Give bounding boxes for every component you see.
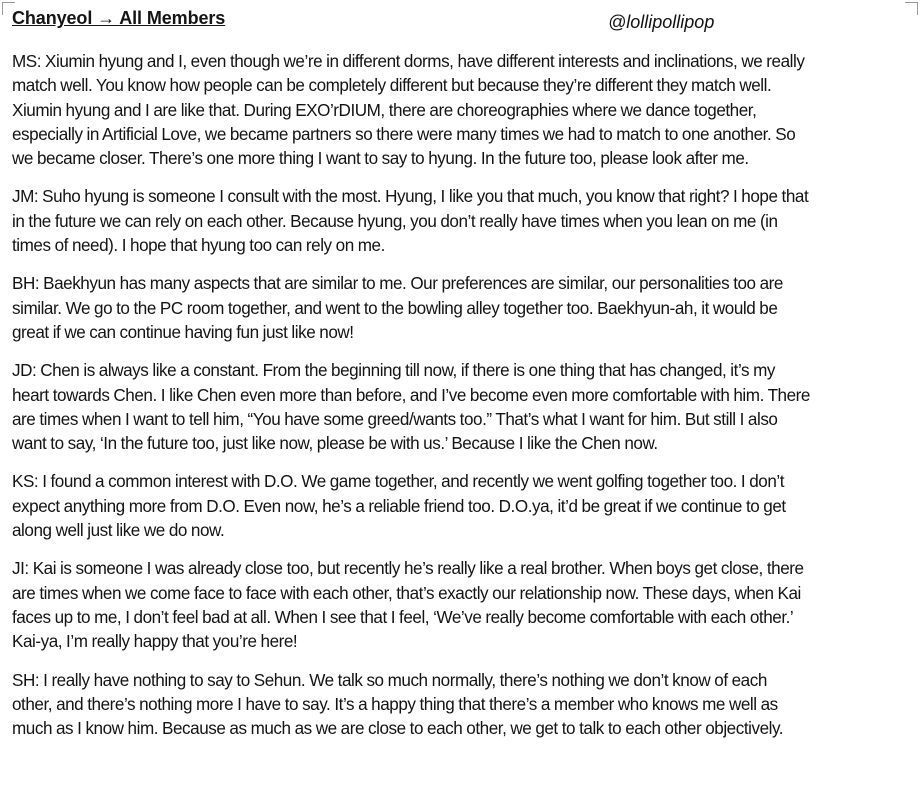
- paragraph: [12, 669, 912, 742]
- credit-handle: @lollipollipop: [608, 12, 715, 32]
- paragraph-line: JD: Chen is always like a constant. From the beginning till now, if there is one thing that has changed, it’s my: [12, 361, 775, 381]
- paragraph-line: other, and there’s nothing more I have to say. It’s a happy thing that there’s a member who knows me well as: [12, 694, 778, 714]
- paragraph-line: match well. You know how people can be completely different but because they’re different they match well.: [12, 76, 772, 96]
- paragraph-line: MS: Xiumin hyung and I, even though we’re in different dorms, have different interests and inclinations, we really: [12, 52, 805, 71]
- paragraph-line: in the future we can rely on each other. Because hyung, you don’t really have times when you lean on me (in: [12, 211, 778, 231]
- paragraph: [12, 50, 912, 171]
- paragraph-line: Xiumin hyung and I are like that. During EXO’rDIUM, there are choreographies where we dance together,: [12, 100, 757, 120]
- paragraph-line: want to say, ‘In the future too, just like now, please be with us.’ Because I like the Chen now.: [12, 434, 658, 454]
- paragraph-line: along well just like we do now.: [12, 521, 225, 541]
- document-body: [12, 50, 912, 755]
- paragraph-line: expect anything more from D.O. Even now, he’s a reliable friend too. D.O.ya, it’d be great if we continue to get: [12, 496, 786, 516]
- paragraph-line: much as I know him. Because as much as we are close to each other, we get to talk to each other objectively.: [12, 719, 784, 739]
- paragraph-line: heart towards Chen. I like Chen even more than before, and I’ve become even more comfortable with him. There: [12, 385, 810, 405]
- paragraph-line: similar. We go to the PC room together, and went to the bowling alley together too. Baekhyun-ah, it would be: [12, 298, 778, 318]
- paragraph-line: Kai-ya, I’m really happy that you’re here!: [12, 632, 298, 652]
- paragraph-line: BH: Baekhyun has many aspects that are similar to me. Our preferences are similar, our personalities too are: [12, 274, 783, 294]
- paragraph-line: KS: I found a common interest with D.O. We game together, and recently we went golfing together too. I don’t: [12, 472, 785, 492]
- paragraph-line: JM: Suho hyung is someone I consult with the most. Hyung, I like you that much, you know that right? I hope that: [12, 187, 809, 207]
- paragraph-line: SH: I really have nothing to say to Sehun. We talk so much normally, there’s nothing we don’t know of each: [12, 670, 767, 690]
- paragraph: [12, 272, 912, 345]
- paragraph-line: especially in Artificial Love, we became partners so there were many times we had to match to one another. So: [12, 124, 796, 144]
- paragraph: [12, 557, 912, 654]
- paragraph-line: great if we can continue having fun just like now!: [12, 322, 354, 342]
- paragraph-line: JI: Kai is someone I was already close too, but recently he’s really like a real brother. When boys get close, there: [12, 559, 804, 579]
- paragraph: [12, 359, 912, 456]
- paragraph-line: faces up to me, I don’t feel bad at all. When I see that I feel, ‘We’ve really become comfortable with each other.’: [12, 607, 794, 627]
- paragraph: [12, 470, 912, 543]
- paragraph-line: times of need). I hope that hyung too can rely on me.: [12, 236, 385, 256]
- paragraph-line: are times when I want to tell him, “You have some greed/wants too.” That’s what I want for him. But still I also: [12, 409, 778, 429]
- paragraph-line: we became closer. There’s one more thing I want to say to hyung. In the future too, please look after me.: [12, 149, 749, 169]
- page-title: Chanyeol → All Members: [12, 8, 226, 28]
- document-header: [12, 8, 908, 36]
- paragraph-line: are times when we come face to face with each other, that’s exactly our relationship now. These days, when Kai: [12, 583, 801, 603]
- paragraph: [12, 185, 912, 258]
